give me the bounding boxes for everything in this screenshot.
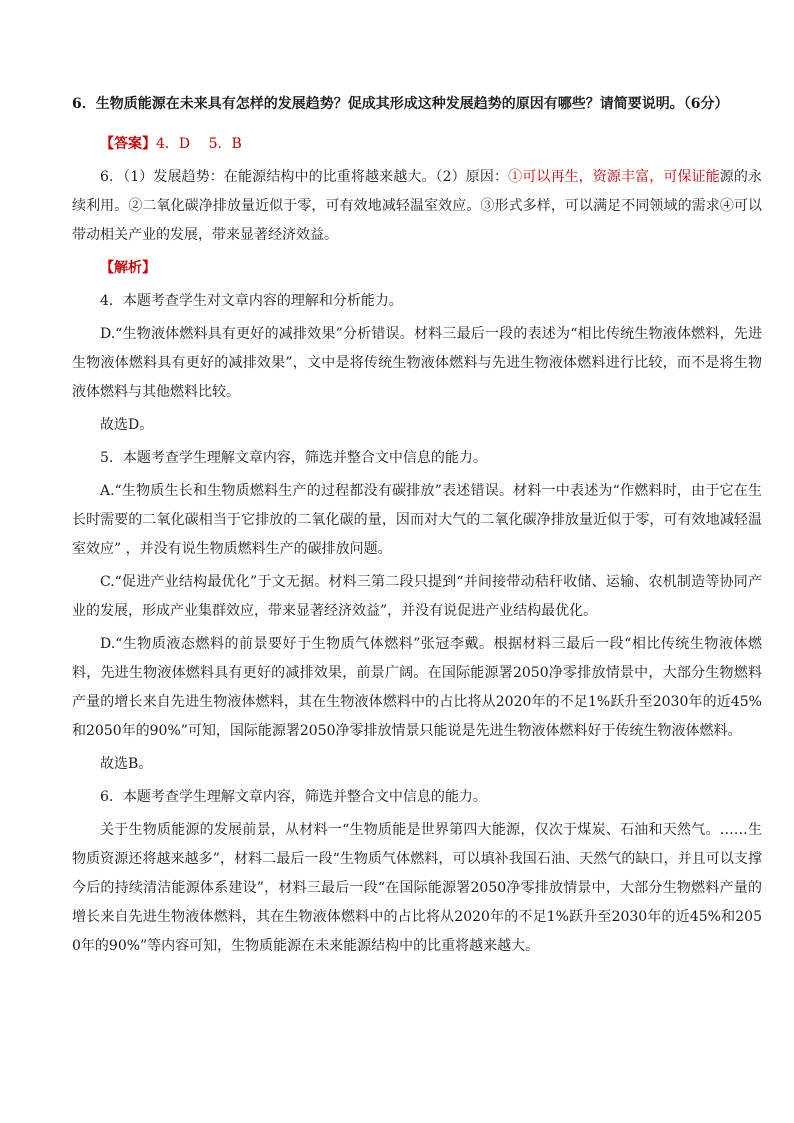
analysis-paragraph: D.“生物质液态燃料的前景要好于生物质气体燃料”张冠李戴。根据材料三最后一段“相比传统生物液体燃料，先进生物液体燃料具有更好的减排效果，前景广阔。在国际能源署2050净零排放情景中，大部分生物燃料产量的增长来自先进生物液体燃料，其在生物液体燃料中的占比将从2020年的不足1%跃升至2030年的近45%和2050年的90%”可知，国际能源署2050净零排放情景只能说是先进生物液体燃料好于传统生物液体燃料。	[72, 636, 762, 739]
answer-q6-highlight: ①可以再生，资源丰富，可保证能	[508, 169, 720, 185]
analysis-paragraph: D.“生物液体燃料具有更好的减排效果”分析错误。材料三最后一段的表述为“相比传统生物液体燃料，先进生物液体燃料具有更好的减排效果”，文中是将传统生物液体燃料与先进生物液体燃料进行比较，而不是将生物液体燃料与其他燃料比较。	[72, 326, 762, 400]
answer-q6-part1: 6．（1）发展趋势：在能源结构中的比重将越来越大。（2）原因：	[100, 169, 509, 185]
analysis-heading	[72, 254, 762, 283]
analysis-paragraph: C.“促进产业结构最优化”于文无据。材料三第二段只提到“并间接带动秸秆收储、运输、农机制造等协同产业的发展，形成产业集群效应，带来显著经济效益”，并没有说促进产业结构最优化。	[72, 574, 762, 619]
analysis-paragraph: 关于生物质能源的发展前景，从材料一“生物质能是世界第四大能源，仅次于煤炭、石油和天然气。……生物质资源还将越来越多”，材料二最后一段“生物质气体燃料，可以填补我国石油、天然气的缺口，并且可以支撑今后的持续清洁能源体系建设”，材料三最后一段“在国际能源署2050净零排放情景中，大部分生物燃料产量的增长来自先进生物液体燃料，其在生物液体燃料中的占比将从2020年的不足1%跃升至2030年的近45%和2050年的90%”等内容可知，生物质能源在未来能源结构中的比重将越来越大。	[72, 822, 762, 954]
answer-label: 【答案】	[100, 136, 156, 152]
answer-q6-part2: 源的永续利用。②二氧化碳净排放量近似于零，可有效地减轻温室效应。③形式多样，可以满足不同领域的需求④可以带动相关产业的发展，带来显著经济效益。	[72, 169, 763, 243]
analysis-paragraph: 5．本题考查学生理解文章内容，筛选并整合文中信息的能力。	[100, 450, 487, 466]
answer-q6	[72, 163, 762, 250]
analysis-label: 【解析】	[100, 260, 156, 276]
analysis-paragraph: 故选B。	[100, 756, 153, 772]
document-page	[72, 92, 762, 961]
question-6: 6．生物质能源在未来具有怎样的发展趋势？促成其形成这种发展趋势的原因有哪些？请简要说明。（6分）	[72, 96, 729, 112]
answer-choices: 4．D 5．B	[156, 136, 242, 152]
analysis-paragraph: A.“生物质生长和生物质燃料生产的过程都没有碳排放”表述错误。材料一中表述为“作燃料时，由于它在生长时需要的二氧化碳相当于它排放的二氧化碳的量，因而对大气的二氧化碳净排放量近似于零，可有效地减轻温室效应” ，并没有说生物质燃料生产的碳排放问题。	[72, 483, 762, 557]
analysis-paragraph: 6．本题考查学生理解文章内容，筛选并整合文中信息的能力。	[100, 789, 487, 805]
analysis-paragraph: 4．本题考查学生对文章内容的理解和分析能力。	[100, 293, 403, 309]
analysis-paragraph: 故选D。	[100, 417, 154, 433]
answer-line	[72, 130, 762, 159]
